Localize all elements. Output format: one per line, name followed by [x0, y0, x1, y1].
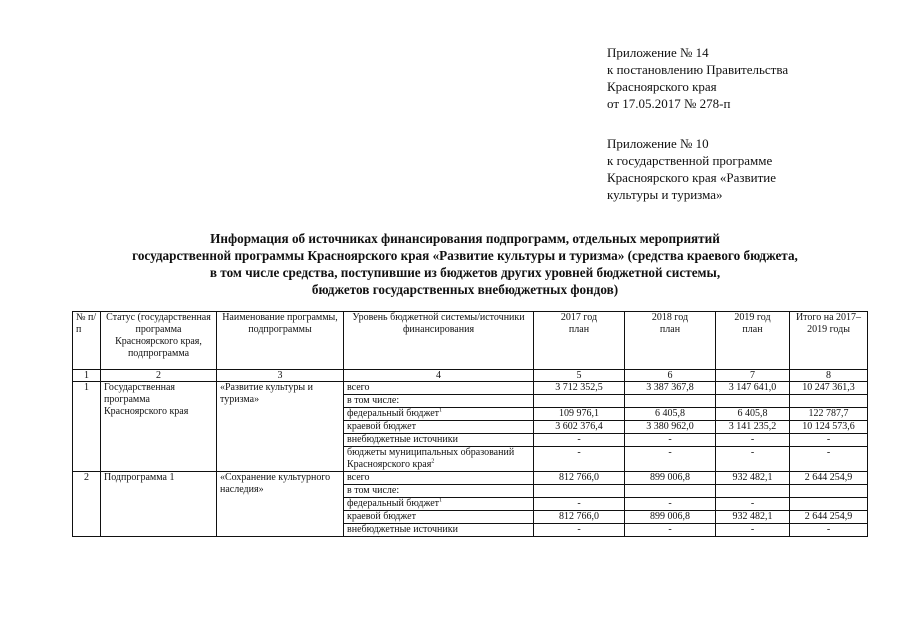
value-2019 [716, 485, 790, 498]
header-2018-plan: план [659, 324, 681, 335]
row-source-cell [344, 408, 534, 421]
value-total: 122 787,7 [790, 408, 868, 421]
value-total: - [790, 434, 868, 447]
value-2017 [534, 395, 625, 408]
value-2017: 812 766,0 [534, 511, 625, 524]
value-2018: 6 405,8 [625, 408, 716, 421]
value-2018: - [625, 447, 716, 472]
row-num: 1 [73, 382, 101, 472]
col-number: 2 [101, 370, 217, 382]
row-source-label: федеральный бюджет [347, 498, 440, 509]
value-total [790, 498, 868, 511]
value-2017: 109 976,1 [534, 408, 625, 421]
value-total: 10 247 361,3 [790, 382, 868, 395]
row-source-label: в том числе: [344, 395, 534, 408]
row-source-label: внебюджетные источники [344, 434, 534, 447]
table-row [73, 382, 868, 395]
header-2018-year: 2018 год [651, 312, 689, 323]
value-2018: 899 006,8 [625, 511, 716, 524]
header-2017-year: 2017 год [560, 312, 598, 323]
row-program-name: «Сохранение культурного наследия» [217, 472, 344, 537]
appendix-10-line-4: культуры и туризма» [607, 187, 723, 202]
row-status: Подпрограмма 1 [101, 472, 217, 537]
value-2019: - [716, 498, 790, 511]
value-2018: - [625, 434, 716, 447]
value-2018: 3 380 962,0 [625, 421, 716, 434]
table-row [73, 472, 868, 485]
col-number: 5 [534, 370, 625, 382]
value-2017: 812 766,0 [534, 472, 625, 485]
header-status: Статус (государственная программа Красноярского края, подпрограмма [101, 312, 217, 370]
value-2018 [625, 395, 716, 408]
header-name: Наименование программы, подпрограммы [217, 312, 344, 370]
header-2017 [534, 312, 625, 370]
header-total: Итого на 2017–2019 годы [790, 312, 868, 370]
value-2017: - [534, 434, 625, 447]
value-2017: - [534, 524, 625, 537]
value-total: - [790, 524, 868, 537]
header-2019-plan: план [742, 324, 763, 335]
row-num: 2 [73, 472, 101, 537]
row-source-label: в том числе: [344, 485, 534, 498]
column-number-row [73, 370, 868, 382]
appendix-10-line-2: к государственной программе [607, 153, 773, 168]
col-number: 6 [625, 370, 716, 382]
row-source-label: краевой бюджет [344, 421, 534, 434]
row-program-name: «Развитие культуры и туризма» [217, 382, 344, 472]
value-2018: 899 006,8 [625, 472, 716, 485]
value-2019: 932 482,1 [716, 472, 790, 485]
header-2018 [625, 312, 716, 370]
row-status: Государственная программа Красноярского края [101, 382, 217, 472]
header-level: Уровень бюджетной системы/источники финансирования [344, 312, 534, 370]
header-num: № п/п [73, 312, 101, 370]
row-source-cell [344, 498, 534, 511]
value-2019: - [716, 524, 790, 537]
value-2019: 932 482,1 [716, 511, 790, 524]
value-2019: 3 147 641,0 [716, 382, 790, 395]
value-total: 2 644 254,9 [790, 511, 868, 524]
value-2017: - [534, 447, 625, 472]
row-source-label: внебюджетные источники [344, 524, 534, 537]
value-total: - [790, 447, 868, 472]
row-source-label: бюджеты муниципальных образований Красноярского края [347, 447, 515, 470]
header-2017-plan: план [568, 324, 590, 335]
value-total [790, 395, 868, 408]
value-2018: 3 387 367,8 [625, 382, 716, 395]
header-2019 [716, 312, 790, 370]
col-number: 1 [73, 370, 101, 382]
footnote-mark: 1 [439, 407, 443, 414]
value-total: 2 644 254,9 [790, 472, 868, 485]
row-source-label: краевой бюджет [344, 511, 534, 524]
value-2018: - [625, 524, 716, 537]
value-2017 [534, 485, 625, 498]
document-title [60, 230, 870, 298]
value-total [790, 485, 868, 498]
footnote-mark: 1 [439, 497, 443, 504]
row-source-cell [344, 447, 534, 472]
value-2017: 3 602 376,4 [534, 421, 625, 434]
value-2019: 6 405,8 [716, 408, 790, 421]
value-2019: - [716, 447, 790, 472]
title-line-3: в том числе средства, поступившие из бюджетов других уровней бюджетной системы, [209, 265, 721, 280]
value-total: 10 124 573,6 [790, 421, 868, 434]
value-2019: - [716, 434, 790, 447]
appendix-14-line-2: к постановлению Правительства [607, 62, 789, 77]
appendix-14-line-3: Красноярского края [607, 79, 717, 94]
col-number: 8 [790, 370, 868, 382]
value-2017: 3 712 352,5 [534, 382, 625, 395]
appendix-10-line-1: Приложение № 10 [607, 136, 709, 151]
row-source-label: всего [344, 382, 534, 395]
appendix-14-block [607, 44, 788, 112]
row-source-label: федеральный бюджет [347, 408, 440, 419]
header-2019-year: 2019 год [734, 312, 771, 323]
appendix-14-line-4: от 17.05.2017 № 278-п [607, 96, 731, 111]
title-line-1: Информация об источниках финансирования подпрограмм, отдельных мероприятий [210, 231, 720, 246]
appendix-10-block [607, 135, 776, 203]
appendix-14-line-1: Приложение № 14 [607, 45, 709, 60]
value-2019 [716, 395, 790, 408]
title-line-4: бюджетов государственных внебюджетных фондов) [311, 282, 619, 297]
col-number: 4 [344, 370, 534, 382]
appendix-10-line-3: Красноярского края «Развитие [607, 170, 777, 185]
row-source-label: всего [344, 472, 534, 485]
col-number: 3 [217, 370, 344, 382]
footnote-mark: 2 [431, 458, 435, 465]
value-2018: - [625, 498, 716, 511]
col-number: 7 [716, 370, 790, 382]
value-2018 [625, 485, 716, 498]
financing-table [72, 311, 868, 537]
value-2019: 3 141 235,2 [716, 421, 790, 434]
value-2017: - [534, 498, 625, 511]
title-line-2: государственной программы Красноярского края «Развитие культуры и туризма» (средства краевого бюджета, [132, 248, 798, 263]
